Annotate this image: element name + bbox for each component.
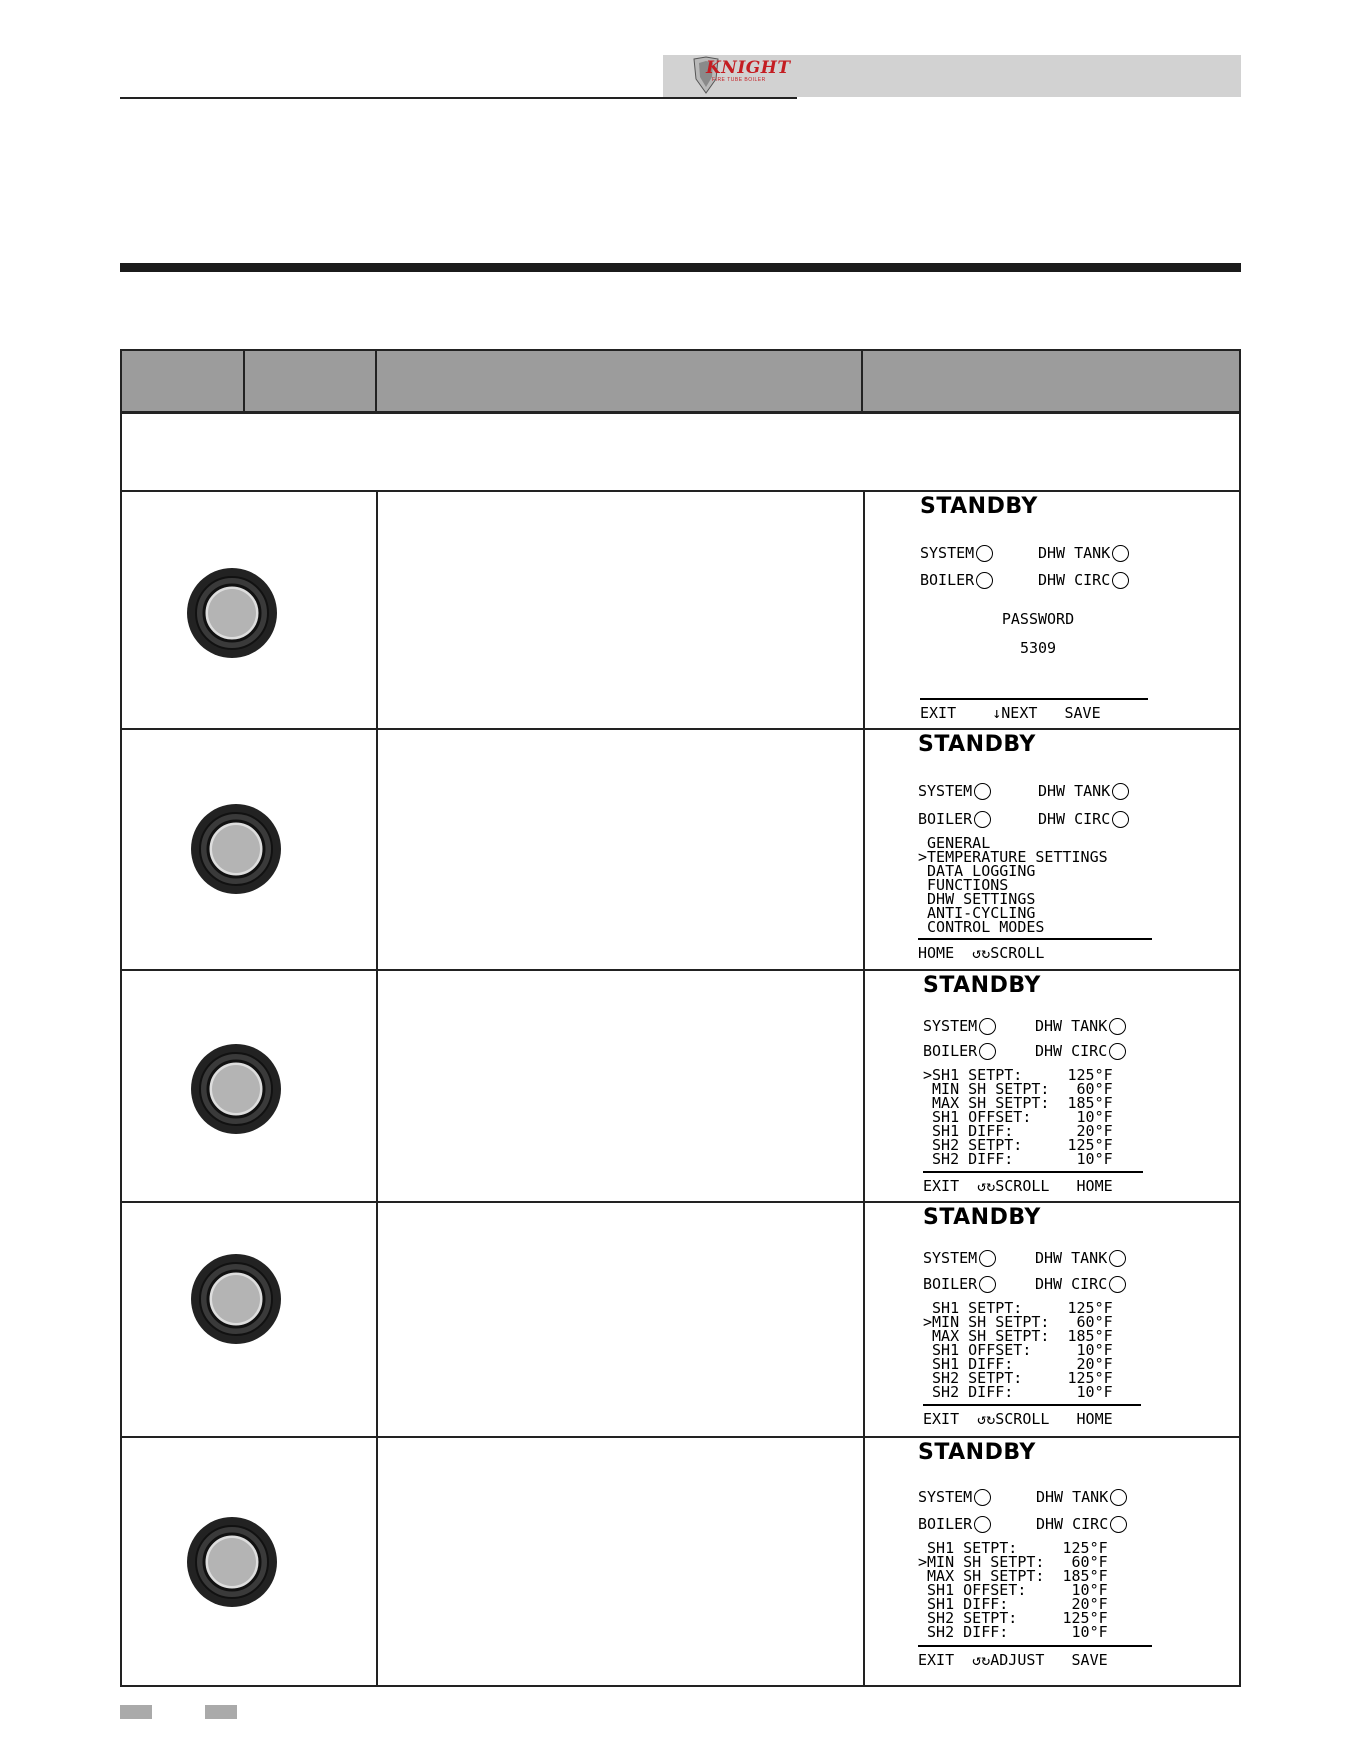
setting-row: MAX SH SETPT: 185°F	[923, 1327, 1113, 1345]
boiler-indicator	[918, 1515, 991, 1533]
setting-row: SH2 SETPT: 125°F	[923, 1136, 1113, 1154]
softkey-bar: EXIT ↺↻ADJUST SAVE	[918, 1651, 1108, 1669]
setting-row: SH2 DIFF: 10°F	[923, 1383, 1113, 1401]
indicator-label: DHW TANK	[1038, 782, 1111, 800]
header-col-description	[375, 351, 863, 411]
menu-item: DATA LOGGING	[918, 862, 1036, 880]
system-indicator	[923, 1017, 996, 1035]
indicator-label: DHW CIRC	[1038, 810, 1111, 828]
indicator-label: DHW TANK	[1035, 1017, 1108, 1035]
indicator-circle-icon	[976, 545, 993, 562]
dhw-tank-indicator	[1036, 1488, 1127, 1506]
indicator-label: DHW CIRC	[1036, 1515, 1109, 1533]
setting-row: SH1 OFFSET: 10°F	[923, 1108, 1113, 1126]
boiler-indicator	[923, 1042, 996, 1060]
indicator-label: SYSTEM	[920, 544, 975, 562]
indicator-circle-icon	[1109, 1276, 1126, 1293]
softkey-bar: EXIT ↺↻SCROLL HOME	[923, 1410, 1113, 1428]
indicator-circle-icon	[1112, 811, 1129, 828]
indicator-label: DHW TANK	[1035, 1249, 1108, 1267]
setting-row: MIN SH SETPT: 60°F	[923, 1080, 1113, 1098]
indicator-circle-icon	[1109, 1043, 1126, 1060]
dhw-tank-indicator	[1038, 782, 1129, 800]
display-rule	[918, 938, 1152, 940]
indicator-circle-icon	[1112, 572, 1129, 589]
indicator-circle-icon	[974, 1516, 991, 1533]
display-rule	[918, 1645, 1152, 1647]
setting-row: SH1 DIFF: 20°F	[923, 1122, 1113, 1140]
setting-row: SH1 DIFF: 20°F	[923, 1355, 1113, 1373]
indicator-label: BOILER	[920, 571, 975, 589]
boiler-indicator	[920, 571, 993, 589]
header-col-display	[861, 351, 1239, 411]
display-status: STANDBY	[920, 494, 1038, 519]
table-row	[122, 1436, 1239, 1685]
lcd-display	[920, 494, 1180, 724]
menu-item-selected: >TEMPERATURE SETTINGS	[918, 848, 1108, 866]
indicator-label: DHW TANK	[1036, 1488, 1109, 1506]
setting-row: SH2 DIFF: 10°F	[923, 1150, 1113, 1168]
brand-name: KNIGHT	[706, 58, 791, 78]
display-status: STANDBY	[923, 1205, 1041, 1230]
dhw-circ-indicator	[1038, 810, 1129, 828]
indicator-circle-icon	[979, 1043, 996, 1060]
setting-row-selected: >MIN SH SETPT: 60°F	[918, 1553, 1108, 1571]
dhw-circ-indicator	[1038, 571, 1129, 589]
menu-item: CONTROL MODES	[918, 918, 1045, 936]
softkey-bar: EXIT ↓NEXT SAVE	[920, 704, 1101, 722]
indicator-label: DHW CIRC	[1035, 1275, 1108, 1293]
indicator-circle-icon	[974, 1489, 991, 1506]
indicator-label: BOILER	[923, 1042, 978, 1060]
navigation-dial-icon[interactable]	[190, 803, 282, 895]
display-rule	[923, 1171, 1143, 1173]
navigation-dial-icon[interactable]	[186, 567, 278, 659]
brand-tagline: FIRE TUBE BOILER	[712, 77, 766, 83]
table-row	[122, 1201, 1239, 1438]
table-header	[122, 351, 1239, 414]
dhw-tank-indicator	[1035, 1017, 1126, 1035]
dhw-circ-indicator	[1036, 1515, 1127, 1533]
boiler-indicator	[923, 1275, 996, 1293]
menu-item: DHW SETTINGS	[918, 890, 1036, 908]
lcd-display	[923, 973, 1173, 1198]
lcd-display	[918, 1440, 1178, 1682]
indicator-label: DHW TANK	[1038, 544, 1111, 562]
indicator-label: SYSTEM	[918, 782, 973, 800]
indicator-circle-icon	[979, 1018, 996, 1035]
header-col-button	[243, 351, 377, 411]
setting-row-selected: >MIN SH SETPT: 60°F	[923, 1313, 1113, 1331]
navigation-dial-icon[interactable]	[190, 1253, 282, 1345]
indicator-circle-icon	[976, 572, 993, 589]
lcd-display	[923, 1205, 1173, 1433]
setting-row-selected: >SH1 SETPT: 125°F	[923, 1066, 1113, 1084]
indicator-circle-icon	[1109, 1018, 1126, 1035]
procedure-table	[120, 349, 1241, 1687]
footer-marker	[120, 1705, 152, 1719]
indicator-circle-icon	[1112, 545, 1129, 562]
dhw-circ-indicator	[1035, 1275, 1126, 1293]
indicator-label: DHW CIRC	[1035, 1042, 1108, 1060]
setting-row: SH1 OFFSET: 10°F	[923, 1341, 1113, 1359]
indicator-label: SYSTEM	[918, 1488, 973, 1506]
setting-row: MAX SH SETPT: 185°F	[923, 1094, 1113, 1112]
display-status: STANDBY	[923, 973, 1041, 998]
display-rule	[920, 698, 1148, 700]
menu-item: GENERAL	[918, 834, 991, 852]
indicator-label: SYSTEM	[923, 1249, 978, 1267]
password-value: 5309	[1019, 639, 1057, 657]
boiler-indicator	[918, 810, 991, 828]
dhw-tank-indicator	[1038, 544, 1129, 562]
navigation-dial-icon[interactable]	[186, 1516, 278, 1608]
table-row	[122, 969, 1239, 1203]
password-label: PASSWORD	[1001, 610, 1075, 628]
indicator-label: BOILER	[918, 1515, 973, 1533]
indicator-circle-icon	[974, 811, 991, 828]
header-rule	[120, 97, 797, 99]
system-indicator	[923, 1249, 996, 1267]
setting-row: SH2 DIFF: 10°F	[918, 1623, 1108, 1641]
softkey-bar: HOME ↺↻SCROLL	[918, 944, 1045, 962]
system-indicator	[918, 782, 991, 800]
setting-row: SH2 SETPT: 125°F	[918, 1609, 1108, 1627]
section-rule	[120, 263, 1241, 272]
navigation-dial-icon[interactable]	[190, 1043, 282, 1135]
lcd-display	[918, 732, 1178, 966]
softkey-bar: EXIT ↺↻SCROLL HOME	[923, 1177, 1113, 1195]
display-status: STANDBY	[918, 732, 1036, 757]
indicator-circle-icon	[1110, 1516, 1127, 1533]
indicator-label: BOILER	[918, 810, 973, 828]
menu-item: ANTI-CYCLING	[918, 904, 1036, 922]
indicator-circle-icon	[979, 1250, 996, 1267]
table-intro-row	[122, 414, 1239, 492]
footer-marker	[205, 1705, 237, 1719]
indicator-circle-icon	[1109, 1250, 1126, 1267]
dhw-circ-indicator	[1035, 1042, 1126, 1060]
system-indicator	[920, 544, 993, 562]
display-rule	[923, 1404, 1141, 1406]
display-status: STANDBY	[918, 1440, 1036, 1465]
setting-row: SH1 OFFSET: 10°F	[918, 1581, 1108, 1599]
system-indicator	[918, 1488, 991, 1506]
setting-row: SH1 SETPT: 125°F	[923, 1299, 1113, 1317]
indicator-circle-icon	[974, 783, 991, 800]
dhw-tank-indicator	[1035, 1249, 1126, 1267]
setting-row: MAX SH SETPT: 185°F	[918, 1567, 1108, 1585]
indicator-label: DHW CIRC	[1038, 571, 1111, 589]
table-row	[122, 490, 1239, 730]
indicator-label: SYSTEM	[923, 1017, 978, 1035]
indicator-label: BOILER	[923, 1275, 978, 1293]
menu-item: FUNCTIONS	[918, 876, 1009, 894]
setting-row: SH1 DIFF: 20°F	[918, 1595, 1108, 1613]
setting-row: SH2 SETPT: 125°F	[923, 1369, 1113, 1387]
setting-row: SH1 SETPT: 125°F	[918, 1539, 1108, 1557]
indicator-circle-icon	[979, 1276, 996, 1293]
header-col-step	[122, 351, 245, 411]
indicator-circle-icon	[1112, 783, 1129, 800]
indicator-circle-icon	[1110, 1489, 1127, 1506]
table-row	[122, 728, 1239, 971]
